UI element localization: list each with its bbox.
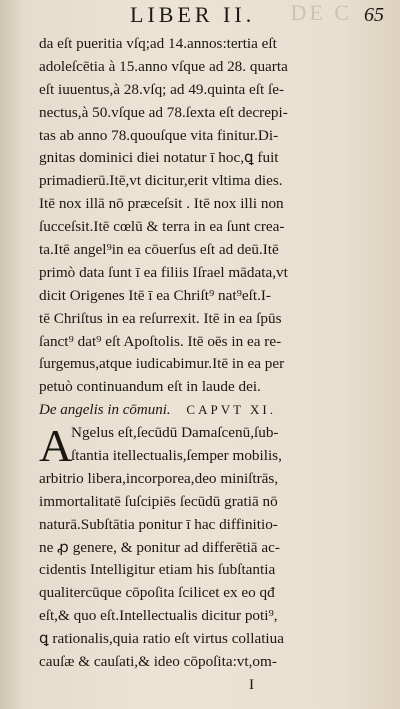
text-line: cauſæ & cauſati,& ideo cōpoſita:vt,om-	[39, 653, 277, 671]
text-line: da eſt pueritia vſq;ad 14.annos:tertia eſt	[39, 35, 277, 52]
drop-cap-block	[39, 420, 371, 472]
text-line: ſtantia itellectualis,ſemper mobilis,	[71, 447, 282, 465]
text-line: petuò continuandum eſt in laude dei.	[39, 378, 261, 396]
text-line: gnitas dominici diei notatur ī hoc,ꝗ fuit	[39, 149, 279, 167]
page-number: 65	[364, 4, 384, 26]
text-line: qualitercūque cōpoſita ſcilicet ex eo qđ	[39, 584, 275, 602]
text-line: ta.Itē angel⁹in ea cōuerſus eſt ad deū.Itē	[39, 241, 279, 259]
text-line: tē Chriſtus in ea reſurrexit. Itē in ea ſpūs	[39, 309, 282, 327]
catchword: I	[249, 675, 255, 693]
text-line: naturā.Subſtātia ponitur ī hac diffinitio-	[39, 515, 278, 533]
text-line: primadierū.Itē,vt dicitur,erit vltima dies.	[39, 172, 283, 190]
bleed-through-text: DE C	[290, 0, 352, 25]
drop-cap: A	[39, 420, 73, 472]
text-line: tas ab anno 78.quouſque vita finitur.Di-	[39, 126, 279, 144]
chapter-number: CAPVT XI.	[186, 402, 277, 418]
chapter-title: De angelis in cōmuni.	[39, 402, 171, 419]
text-line: arbitrio libera,incorporea,deo miniſtrās,	[39, 469, 279, 487]
page-header	[0, 2, 400, 28]
chapter-heading	[39, 399, 371, 422]
text-line: eſt iuuentus,à 28.vſq; ad 49.quinta eſt ſe-	[39, 80, 285, 98]
text-line: nectus,à 50.vſque ad 78.ſexta eſt decrepi-	[39, 103, 288, 121]
text-line: eſt,& quo eſt.Intellectualis dicitur poti⁹,	[39, 607, 278, 625]
text-line: Itē nox illā nō præceſsit . Itē nox illi non	[39, 195, 284, 213]
body-text	[39, 33, 371, 697]
text-line: ꝗ rationalis,quia ratio eſt virtus collatiua	[39, 630, 284, 648]
text-line: ſanct⁹ dat⁹ eſt Apoſtolis. Itē oēs in ea re-	[39, 332, 282, 350]
text-line: ſucceſsit.Itē cœlū & terra in ea ſunt crea-	[39, 218, 285, 236]
text-line: cidentis Intelligitur etiam his ſubſtantia	[39, 561, 276, 579]
text-line: dicit Origenes Itē ī ea Chriſt⁹ nat⁹eſt.I-	[39, 286, 271, 304]
text-line: immortalitatē ſuſcipiēs ſecūdū gratiā nō	[39, 492, 278, 510]
text-line: Ngelus eſt,ſecūdū Damaſcenū,ſub-	[71, 424, 279, 442]
text-line: adoleſcētia à 15.anno vſque ad 28. quarta	[39, 57, 288, 75]
text-line: ne ꝓ genere, & ponitur ad differētiā ac-	[39, 538, 280, 556]
text-line: primò data ſunt ī ea filiis Iſrael mādata,vt	[39, 263, 288, 281]
running-title: LIBER II.	[130, 2, 256, 27]
text-line: ſurgemus,atque iudicabimur.Itē in ea per	[39, 355, 285, 373]
